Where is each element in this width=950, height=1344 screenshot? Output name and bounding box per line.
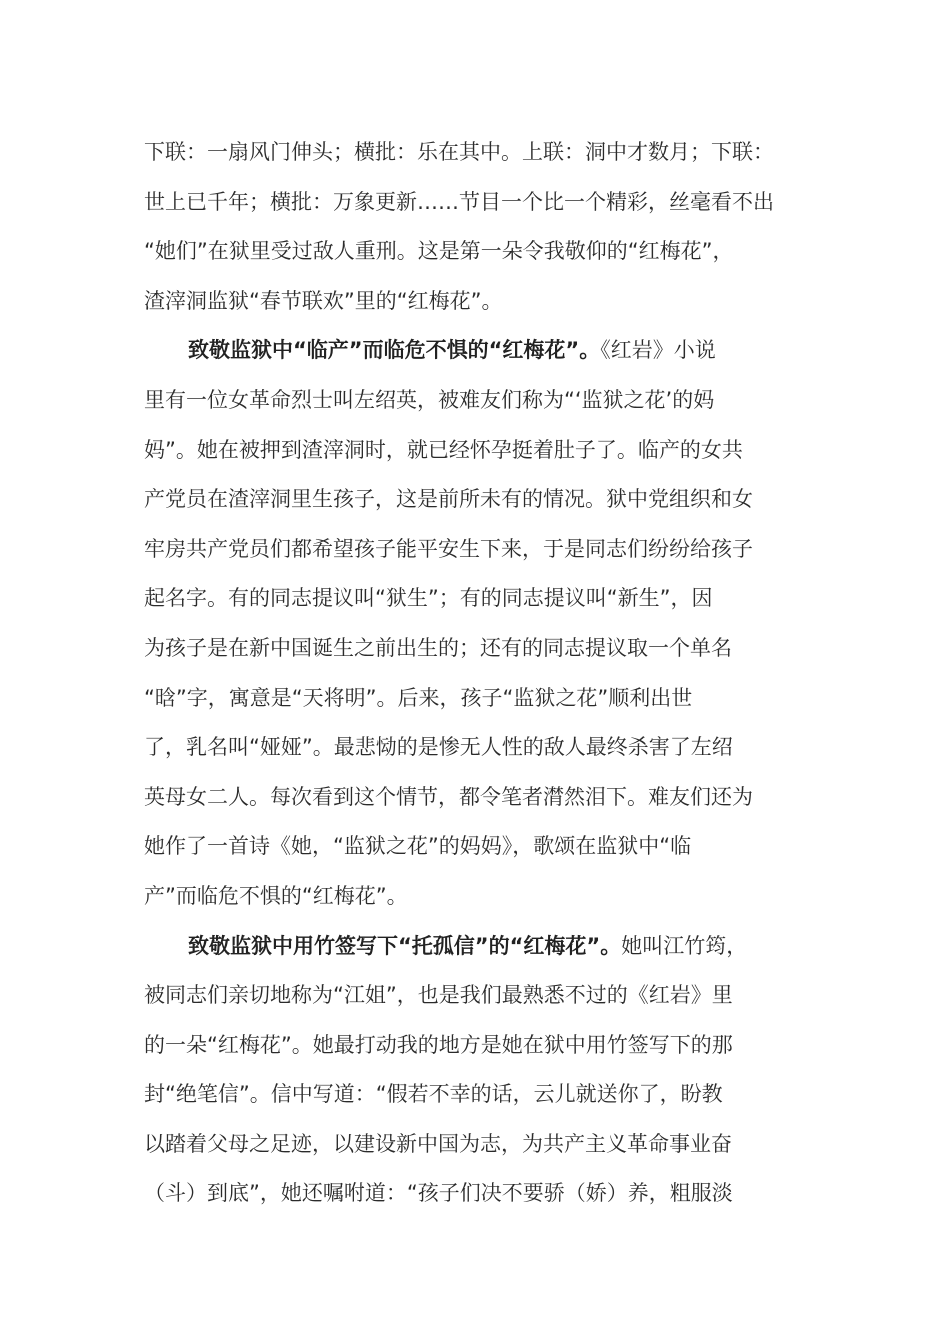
text-line: “她们”在狱里受过敌人重刑。这是第一朵令我敬仰的“红梅花”， (144, 239, 734, 264)
document-body (144, 128, 814, 1219)
text-line: 了，乳名叫“娅娅”。最悲恸的是惨无人性的敌人最终杀害了左绍 (144, 735, 733, 760)
text-line: 为孩子是在新中国诞生之前出生的；还有的同志提议取一个单名 (144, 635, 732, 660)
text-line: 产”而临危不惧的“红梅花”。 (144, 883, 408, 908)
paragraph-heading: 致敬监狱中用竹签写下“托孤信”的“红梅花”。 (188, 933, 622, 958)
text-span: 她叫江竹筠， (621, 933, 748, 958)
text-line: （斗）到底”，她还嘱咐道：“孩子们决不要骄（娇）养，粗服淡 (144, 1181, 733, 1206)
paragraph-heading: 致敬监狱中“临产”而临危不惧的“红梅花”。 (188, 338, 601, 363)
paragraph-1 (144, 128, 814, 326)
text-line: 世上已千年；横批：万象更新……节目一个比一个精彩，丝毫看不出 (144, 189, 774, 214)
paragraph-first-line (144, 326, 814, 376)
text-span: 《红岩》小说 (600, 338, 716, 363)
text-line: 产党员在渣滓洞里生孩子，这是前所未有的情况。狱中党组织和女 (144, 487, 753, 512)
text-line: 她作了一首诗《她，“监狱之花”的妈妈》，歌颂在监狱中“临 (144, 834, 692, 859)
paragraph-3 (144, 922, 814, 1220)
text-line: 以踏着父母之足迹，以建设新中国为志，为共产主义革命事业奋 (144, 1131, 732, 1156)
text-line: “晗”字，寓意是“天将明”。后来，孩子“监狱之花”顺利出世 (144, 685, 693, 710)
text-line: 妈”。她在被押到渣滓洞时，就已经怀孕挺着肚子了。临产的女共 (144, 437, 743, 462)
text-line: 被同志们亲切地称为“江姐”，也是我们最熟悉不过的《红岩》里 (144, 983, 733, 1008)
text-line: 下联：一扇风门伸头；横批：乐在其中。上联：洞中才数月；下联： (144, 140, 774, 164)
text-line: 里有一位女革命烈士叫左绍英，被难友们称为“‘监狱之花’的妈 (144, 387, 715, 412)
paragraph-first-line (144, 922, 814, 972)
text-line: 牢房共产党员们都希望孩子能平安生下来，于是同志们纷纷给孩子 (144, 536, 753, 561)
paragraph-2 (144, 326, 814, 921)
text-line: 渣滓洞监狱“春节联欢”里的“红梅花”。 (144, 288, 503, 313)
text-line: 起名字。有的同志提议叫“狱生”；有的同志提议叫“新生”，因 (144, 586, 713, 611)
text-line: 英母女二人。每次看到这个情节，都令笔者潸然泪下。难友们还为 (144, 784, 753, 809)
text-line: 封“绝笔信”。信中写道：“假若不幸的话，云儿就送你了，盼教 (144, 1082, 723, 1107)
text-line: 的一朵“红梅花”。她最打动我的地方是她在狱中用竹签写下的那 (144, 1032, 733, 1057)
